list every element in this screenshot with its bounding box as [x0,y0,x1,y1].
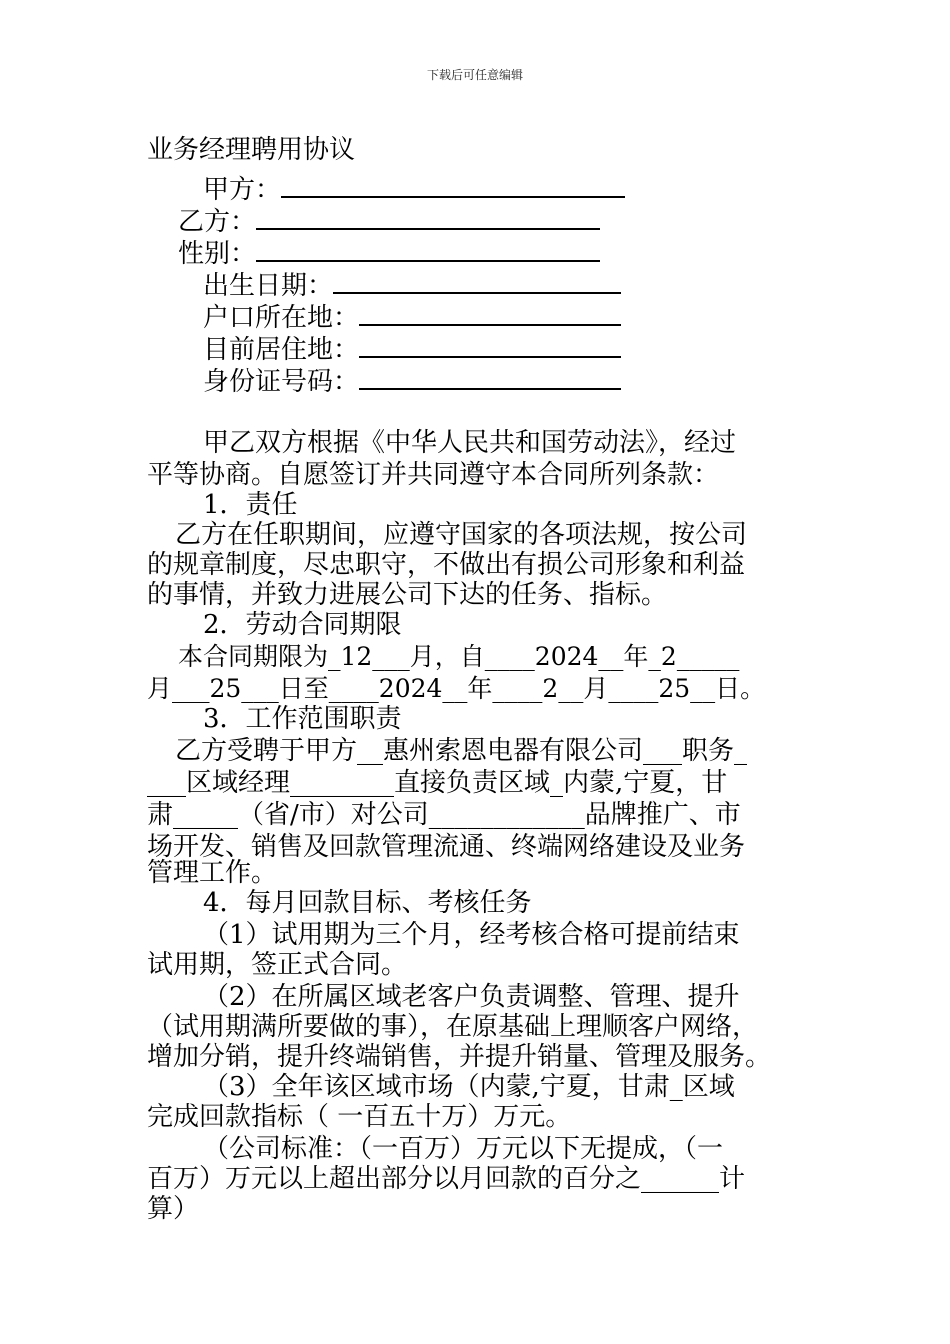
field-label: 乙方： [178,207,257,237]
body-line: 乙方在任职期间，应遵守国家的各项法规，按公司 [175,520,748,550]
body-line: ___区域经理________直接负责区域_内蒙,宁夏，甘 [147,768,728,798]
body-line: 管理工作。 [147,858,278,888]
body-line: （3）全年该区域市场（内蒙,宁夏，甘肃_区域 [203,1072,735,1102]
body-line: 完成回款指标（ 一百五十万）万元。 [147,1102,572,1132]
field-party-b [178,206,600,238]
body-line: 平等协商。自愿签订并共同遵守本合同所列条款： [147,460,720,490]
blank-line [359,334,621,358]
body-line: 甲乙双方根据《中华人民共和国劳动法》，经过 [203,428,737,458]
section-heading: 2．劳动合同期限 [203,610,402,640]
body-line: 月___25___日至____2024__年____2__月____25__日。 [147,674,766,703]
body-line: 算） [147,1194,200,1224]
body-line: 的规章制度，尽忠职守，不做出有损公司形象和利益 [147,550,746,580]
field-current-residence [203,334,621,366]
field-label: 性别： [178,239,257,269]
blank-line [359,302,621,326]
body-line: 增加分销，提升终端销售，并提升销量、管理及服务。 [147,1042,772,1072]
field-party-a [203,174,625,206]
field-gender [178,238,600,270]
body-line: （试用期满所要做的事），在原基础上理顺客户网络， [147,1012,759,1042]
body-line: 试用期，签正式合同。 [147,950,408,980]
section-heading: 3．工作范围职责 [203,704,402,734]
blank-line [256,206,600,230]
page-header: 下载后可任意编辑 [426,68,523,82]
field-label: 目前居住地： [203,335,360,365]
field-label: 出生日期： [203,271,334,301]
section-heading: 4．每月回款目标、考核任务 [203,888,532,918]
body-line: 本合同期限为_12___月，自____2024__年_2_____ [178,642,740,671]
body-line: 百万）万元以上超出部分以月回款的百分之______计 [147,1164,746,1194]
section-heading: 1．责任 [203,490,298,520]
body-line: （2）在所属区域老客户负责调整、管理、提升 [203,982,740,1012]
body-line: （1）试用期为三个月，经考核合格可提前结束 [203,920,740,950]
document-title: 业务经理聘用协议 [147,135,356,165]
field-label: 甲方： [203,175,282,205]
field-label: 户口所在地： [203,303,360,333]
body-line: 肃_____（省/市）对公司____________品牌推广、市 [147,800,741,830]
field-label: 身份证号码： [203,367,360,397]
body-line: 场开发、销售及回款管理流通、终端网络建设及业务 [147,832,746,862]
blank-line [359,366,621,390]
field-id-number [203,366,621,398]
body-line: 乙方受聘于甲方__惠州索恩电器有限公司___职务_ [175,736,748,766]
blank-line [281,174,625,198]
blank-line [256,238,600,262]
field-household-registration [203,302,621,334]
field-birth-date [203,270,621,302]
body-line: 的事情，并致力进展公司下达的任务、指标。 [147,580,668,610]
body-line: （公司标准：（一百万）万元以下无提成，（一 [203,1134,724,1164]
blank-line [333,270,621,294]
